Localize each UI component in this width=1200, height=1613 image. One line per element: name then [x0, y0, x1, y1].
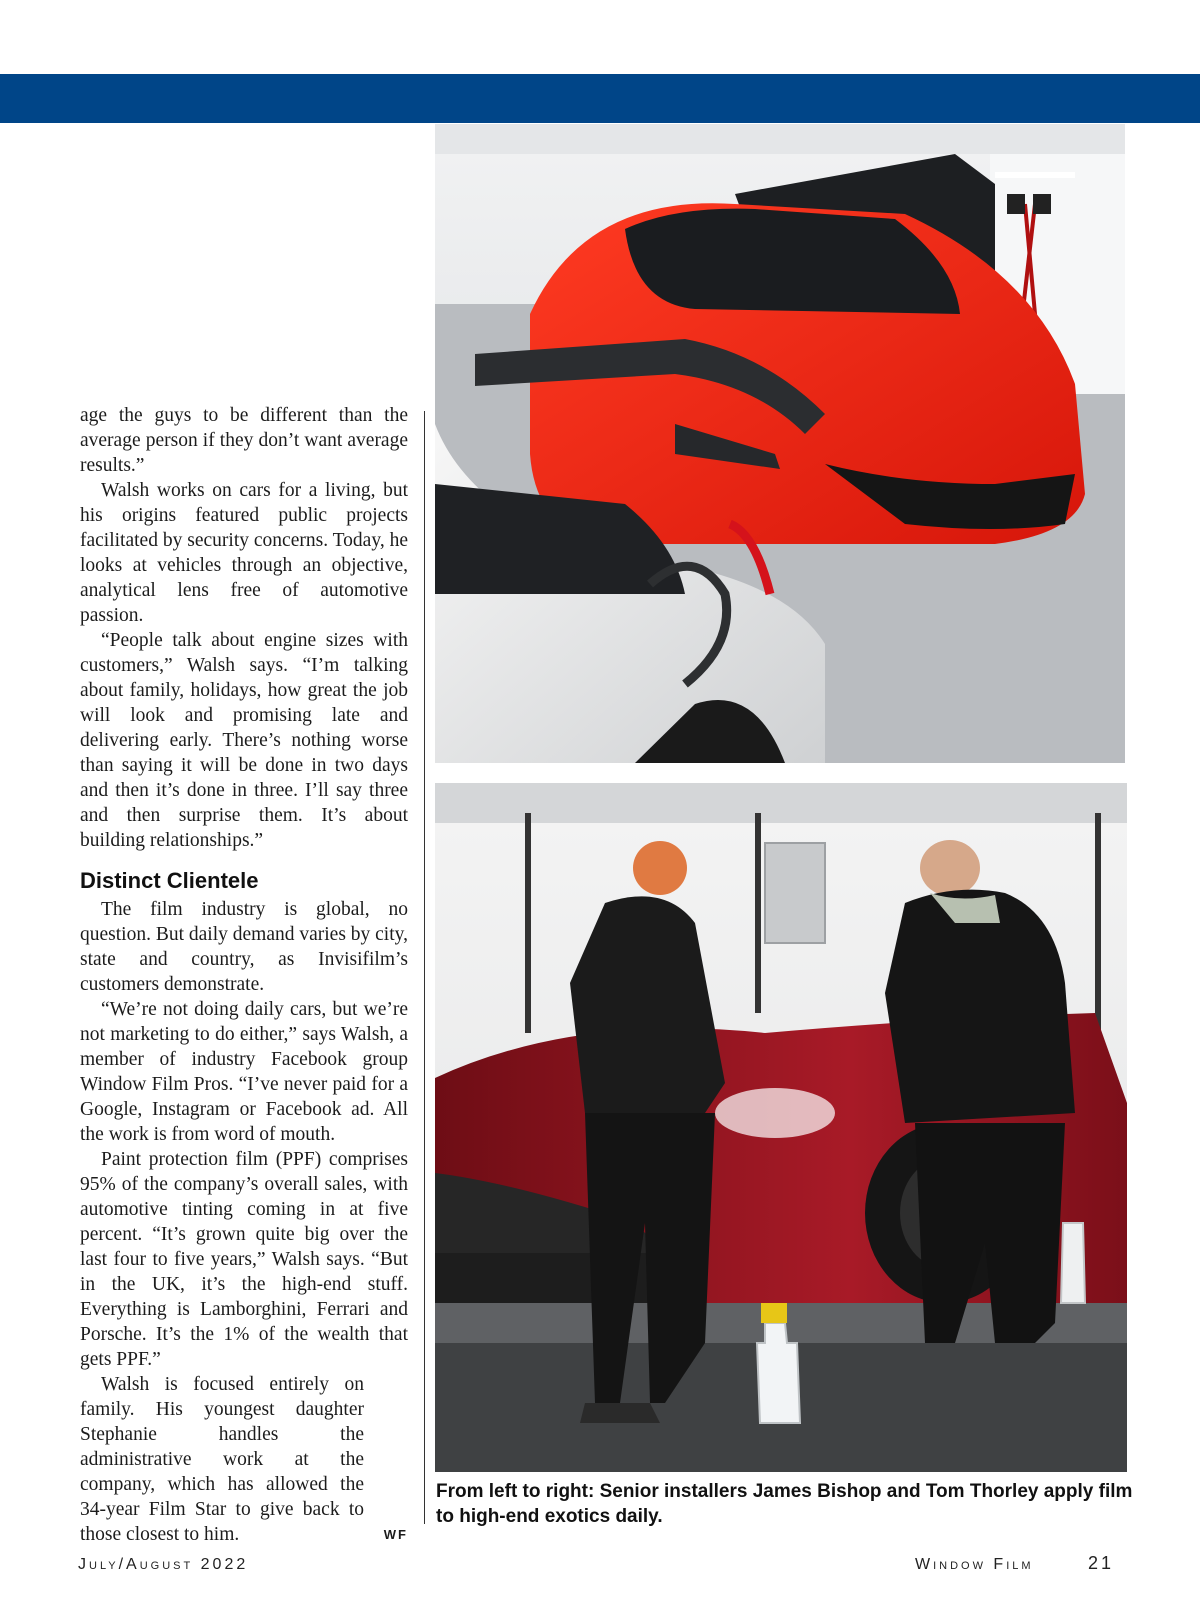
article-paragraph: Walsh is focused entirely on family. His youngest daughter Stephanie handles the administrative work at the company, which has allowed the 34-year Film Star to give back to those closest to him. [80, 1374, 364, 1545]
article-paragraph: “People talk about engine sizes with customers,” Walsh says. “I’m talking about family, holidays, how great the job will look and promising late and delivering early. There’s nothing worse than saying it will be done in two days and then it’s done in three. I’ll say three and then surprise them. It’s about building relationships.” [80, 630, 408, 851]
article-paragraph: Walsh works on cars for a living, but his origins featured public projects facilitated by security concerns. Today, he looks at vehicles through an objective, analytical lens free of automotive passion. [80, 480, 408, 626]
header-bar [0, 74, 1200, 123]
article-paragraph: age the guys to be different than the average person if they don’t want average results.” [80, 405, 408, 476]
article-ending [80, 1372, 408, 1547]
footer-magazine-name: Window Film [915, 1556, 1034, 1573]
column-divider [424, 411, 425, 1524]
photo-ferrari-showroom [435, 124, 1125, 763]
section-subheading: Distinct Clientele [80, 868, 259, 893]
article-paragraph: The film industry is global, no question. But daily demand varies by city, state and country, as Invisifilm’s customers demonstrate. [80, 899, 409, 995]
end-mark: WF [383, 1527, 408, 1542]
article-column [80, 403, 408, 1547]
article-paragraph: Paint protection film (PPF) comprises 95% of the company’s overall sales, with automotive tinting coming in at five percent. “It’s grown quite big over the last four to five years,” Walsh says. “But in the UK, it’s the high-end stuff. Everything is Lamborghini, Ferrari and Porsche. It’s the 1% of the wealth that gets PPF.” [80, 1149, 408, 1370]
footer-issue-date: July/August 2022 [78, 1556, 249, 1573]
article-paragraph: “We’re not doing daily cars, but we’re not marketing to do either,” says Walsh, a member of industry Facebook group Window Film Pros. “I’ve never paid for a Google, Instagram or Facebook ad. All the work is from word of mouth. [80, 999, 408, 1145]
photo-caption: From left to right: Senior installers James Bishop and Tom Thorley apply film to high-end exotics daily. [436, 1481, 1133, 1527]
page-number: 21 [1088, 1553, 1115, 1573]
photo-installers-applying-film [435, 783, 1127, 1472]
